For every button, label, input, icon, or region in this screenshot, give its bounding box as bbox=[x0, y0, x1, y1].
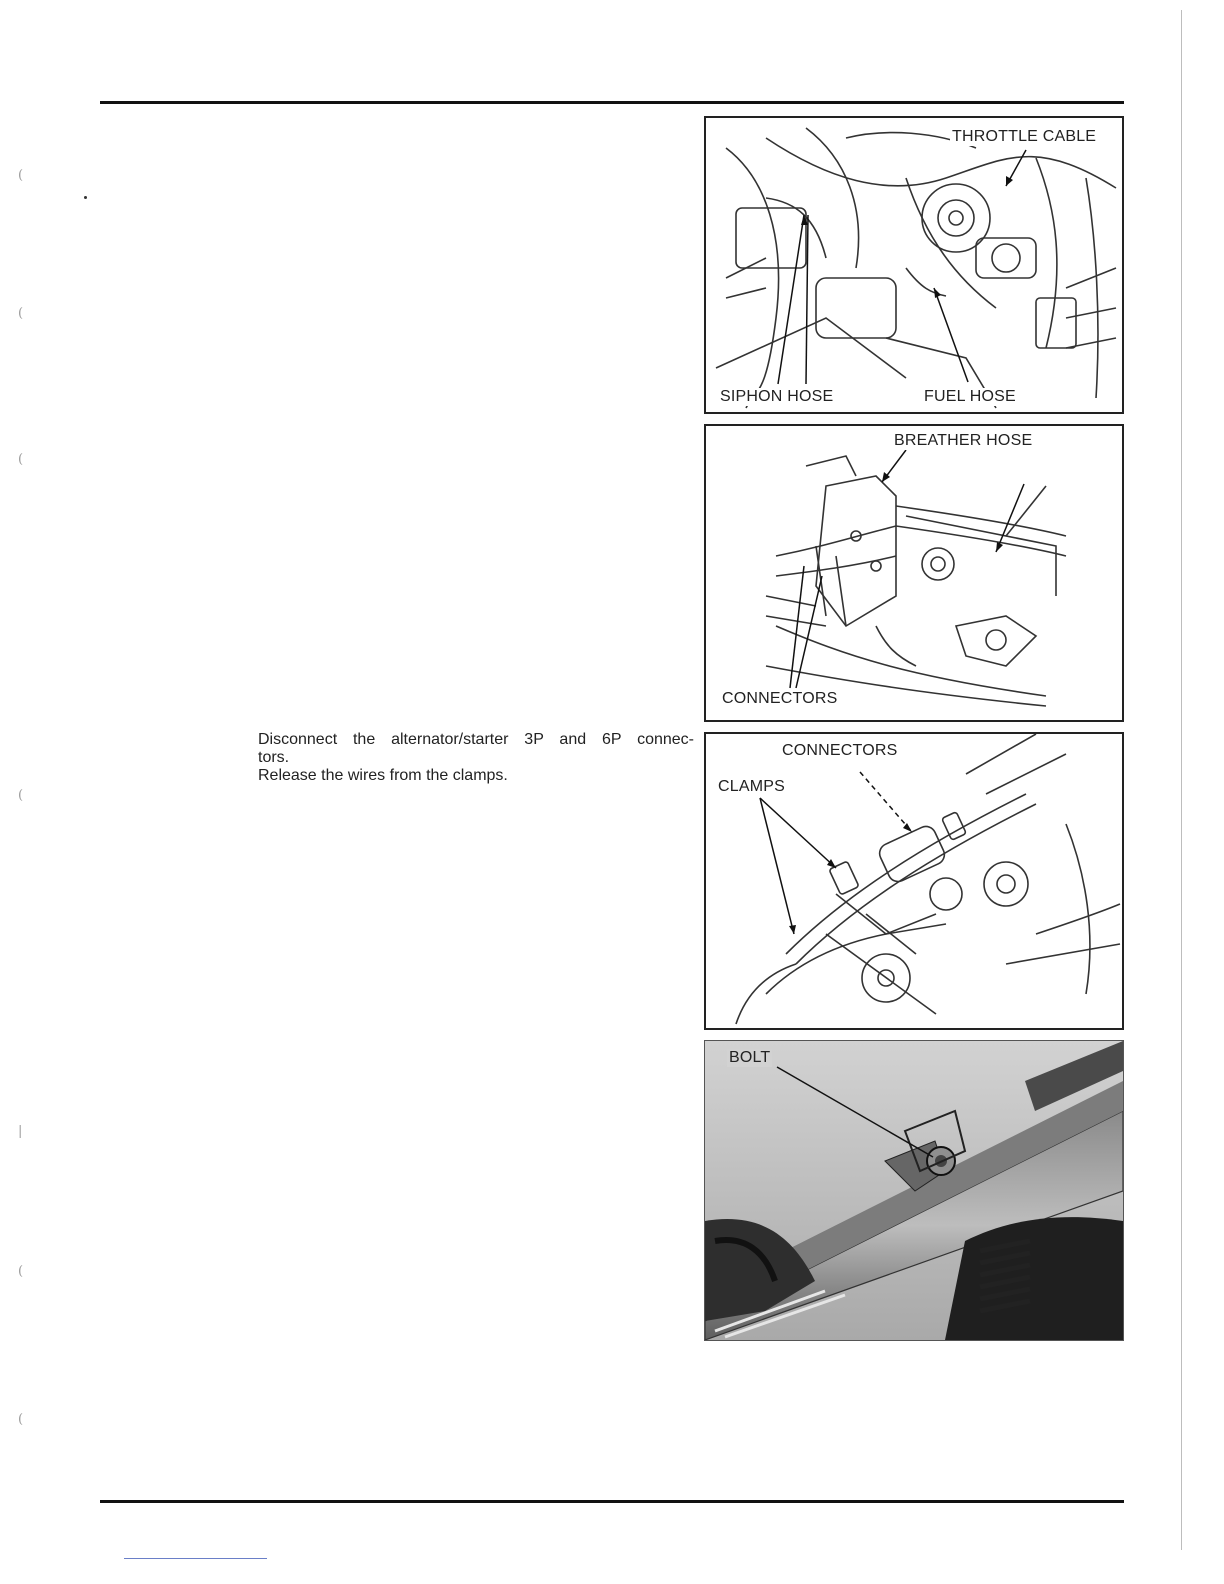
binding-hole-mark: ( bbox=[18, 1264, 24, 1279]
instruction-line: Release the wires from the clamps. bbox=[258, 767, 508, 784]
footer-link-underline bbox=[124, 1558, 267, 1559]
figure-breather-connectors bbox=[704, 424, 1124, 722]
label-clamps: CLAMPS bbox=[718, 778, 785, 795]
binding-hole-mark: ( bbox=[18, 1412, 24, 1427]
figure-throttle-fuel-siphon bbox=[704, 116, 1124, 414]
binding-hole-mark: ( bbox=[18, 168, 24, 183]
figure-connectors-clamps bbox=[704, 732, 1124, 1030]
binding-hole-mark: ( bbox=[18, 306, 24, 321]
label-bolt: BOLT bbox=[729, 1049, 771, 1066]
page-edge-line bbox=[1181, 10, 1182, 1550]
header-rule bbox=[100, 101, 1124, 104]
procedure-text bbox=[258, 731, 694, 785]
binding-hole-mark: ( bbox=[18, 452, 24, 467]
label-connectors: CONNECTORS bbox=[722, 690, 838, 707]
binding-hole-mark: ( bbox=[18, 788, 24, 803]
illustration-carburetor bbox=[706, 118, 1122, 412]
binding-hole-mark: | bbox=[18, 1124, 23, 1139]
instruction-line: tors. bbox=[258, 749, 290, 766]
photo-bolt bbox=[704, 1040, 1124, 1341]
illustration-breather bbox=[706, 426, 1122, 720]
photo-frame-bracket bbox=[705, 1041, 1123, 1340]
margin-dot bbox=[84, 196, 87, 199]
instruction-line: Disconnect the alternator/starter 3P and 6P connec- bbox=[258, 731, 694, 748]
label-fuel-hose: FUEL HOSE bbox=[924, 388, 1016, 405]
footer-rule bbox=[100, 1500, 1124, 1503]
label-siphon-hose: SIPHON HOSE bbox=[720, 388, 834, 405]
label-connectors: CONNECTORS bbox=[782, 742, 898, 759]
label-throttle-cable: THROTTLE CABLE bbox=[952, 128, 1097, 145]
label-breather-hose: BREATHER HOSE bbox=[894, 432, 1033, 449]
